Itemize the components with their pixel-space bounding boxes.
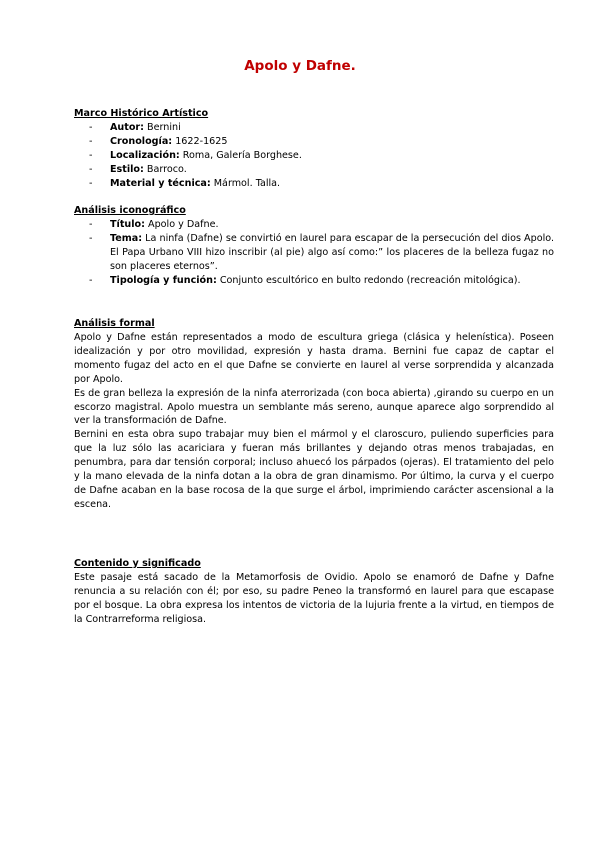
bullet-dash: - <box>89 219 93 230</box>
item-label: Estilo: <box>110 164 144 175</box>
item-value: La ninfa (Dafne) se convirtió en laurel para escapar de la persecución del dios Apolo. El Papa Urbano VIII hizo inscribir (al pie) algo así como:” los placeres de la belleza fugaz no son placeres eternos”. <box>110 233 554 272</box>
paragraph: Este pasaje está sacado de la Metamorfosis de Ovidio. Apolo se enamoró de Dafne y Dafne renuncia a su relación con él; por eso, su padre Peneo la transformó en laurel para que escapase por el bosque. La obra expresa los intentos de victoria de la lujuria frente a la virtud, en tiempos de la Contrarreforma religiosa. <box>74 572 554 625</box>
item-value: Barroco. <box>143 164 187 175</box>
bullet-dash: - <box>89 122 93 133</box>
bullet-dash: - <box>89 233 93 244</box>
item-label: Autor: <box>110 122 144 133</box>
list-item <box>74 218 554 232</box>
item-label: Cronología: <box>110 136 173 147</box>
list-item <box>74 121 554 135</box>
iconografico-list <box>74 218 554 288</box>
section-heading-formal: Análisis formal <box>74 318 155 329</box>
section-heading-contenido: Contenido y significado <box>74 558 201 569</box>
bullet-dash: - <box>89 275 93 286</box>
item-value: 1622-1625 <box>172 136 228 147</box>
list-item <box>74 232 554 274</box>
item-label: Tipología y función: <box>110 275 217 286</box>
bullet-dash: - <box>89 164 93 175</box>
paragraph: Apolo y Dafne están representados a modo de escultura griega (clásica y helenística). Poseen idealización y por otro movilidad, expresión y hasta drama. Bernini fue capaz de captar el momento fugaz del acto en el que Dafne se convierte en laurel al verse sorprendida y alcanzada por Apolo. <box>74 332 554 385</box>
item-label: Material y técnica: <box>110 178 211 189</box>
list-item <box>74 274 554 288</box>
item-label: Tema: <box>110 233 143 244</box>
bullet-dash: - <box>89 136 93 147</box>
paragraph: Es de gran belleza la expresión de la ninfa aterrorizada (con boca abierta) ,girando su cuerpo en un escorzo magistral. Apolo muestra un semblante más sereno, aunque aparece algo sorprendido al ver la transformación de Dafne. <box>74 387 554 427</box>
item-label: Localización: <box>110 150 180 161</box>
page-title: Apolo y Dafne. <box>244 58 356 74</box>
item-value: Roma, Galería Borghese. <box>179 150 302 161</box>
paragraph: Bernini en esta obra supo trabajar muy bien el mármol y el claroscuro, puliendo superficies para que la luz sólo las acariciara y fueran más brillantes y dejando otras menos trabajadas, en penumbra, para dar tensión corporal; incluso ahuecó los párpados (ojeras). El tratamiento del pelo y la mano elevada de la ninfa dotan a la obra de gran dinamismo. Por último, la curva y el cuerpo de Dafne acaban en la base rocosa de la que surge el árbol, imprimiendo carácter ascensional a la escena. <box>74 429 554 510</box>
section-heading-iconografico: Análisis iconográfico <box>74 205 186 216</box>
item-value: Bernini <box>144 122 181 133</box>
list-item <box>74 149 554 163</box>
list-item <box>74 163 554 177</box>
list-item <box>74 177 554 191</box>
list-item <box>74 135 554 149</box>
bullet-dash: - <box>89 178 93 189</box>
formal-body <box>74 331 554 512</box>
item-value: Apolo y Dafne. <box>144 219 219 230</box>
item-value: Mármol. Talla. <box>210 178 281 189</box>
section-heading-marco: Marco Histórico Artístico <box>74 108 209 119</box>
item-value: Conjunto escultórico en bulto redondo (recreación mitológica). <box>216 275 521 286</box>
marco-list <box>74 121 554 191</box>
item-label: Título: <box>110 219 145 230</box>
bullet-dash: - <box>89 150 93 161</box>
